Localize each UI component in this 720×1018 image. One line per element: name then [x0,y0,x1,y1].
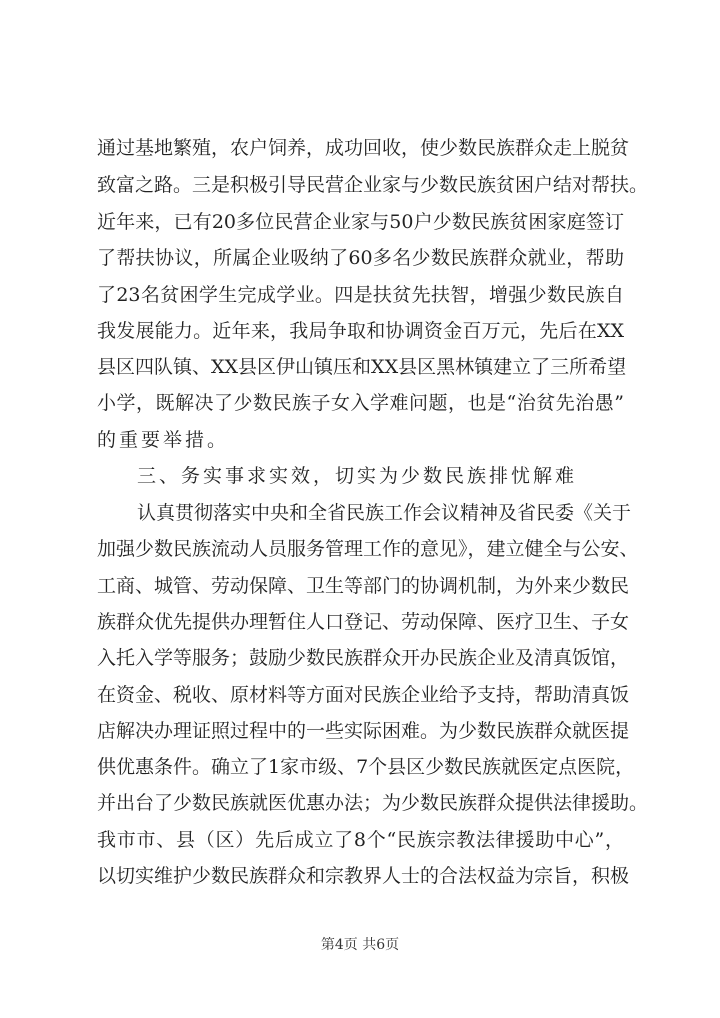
text-line: 的重要举措。 [97,429,230,451]
text-line: 工商、城管、劳动保障、卫生等部门的协调机制，为外来少数民 [97,575,630,597]
text-line: 小学，既解决了少数民族子女入学难问题，也是“治贫先治愚” [97,392,624,414]
text-line: 近年来，已有20多位民营企业家与50户少数民族贫困家庭签订 [97,211,624,233]
text-line: 入托入学等服务；鼓励少数民族群众开办民族企业及清真饭馆， [97,647,630,669]
text-line: 我发展能力。近年来，我局争取和协调资金百万元，先后在XX [97,320,624,342]
text-line: 供优惠条件。确立了1家市级、7个县区少数民族就医定点医院， [97,756,635,778]
text-line: 致富之路。三是积极引导民营企业家与少数民族贫困户结对帮扶。 [97,174,649,196]
text-line: 县区四队镇、XX县区伊山镇压和XX县区黑林镇建立了三所希望 [97,356,627,378]
text-line: 了帮扶协议，所属企业吸纳了60多名少数民族群众就业，帮助 [97,247,624,269]
text-line: 加强少数民族流动人员服务管理工作的意见》，建立健全与公安、 [97,538,639,560]
text-line: 并出台了少数民族就医优惠办法；为少数民族群众提供法律援助。 [97,792,649,814]
text-line: 了23名贫困学生完成学业。四是扶贫先扶智，增强少数民族自 [97,284,624,306]
section-heading: 三、务实事求实效，切实为少数民族排忧解难 [137,465,578,487]
text-line: 我市市、县（区）先后成立了8个“民族宗教法律援助中心”， [97,829,624,851]
text-line: 在资金、税收、原材料等方面对民族企业给予支持，帮助清真饭 [97,684,630,706]
text-line: 通过基地繁殖，农户饲养，成功回收，使少数民族群众走上脱贫 [97,137,630,159]
page-number: 第4页 共6页 [320,937,400,953]
text-line: 店解决办理证照过程中的一些实际困难。为少数民族群众就医提 [97,720,630,742]
text-line: 族群众优先提供办理暂住人口登记、劳动保障、医疗卫生、子女 [97,611,630,633]
text-line: 以切实维护少数民族群众和宗教界人士的合法权益为宗旨，积极 [97,865,630,887]
text-line: 认真贯彻落实中央和全省民族工作会议精神及省民委《关于 [137,502,632,524]
